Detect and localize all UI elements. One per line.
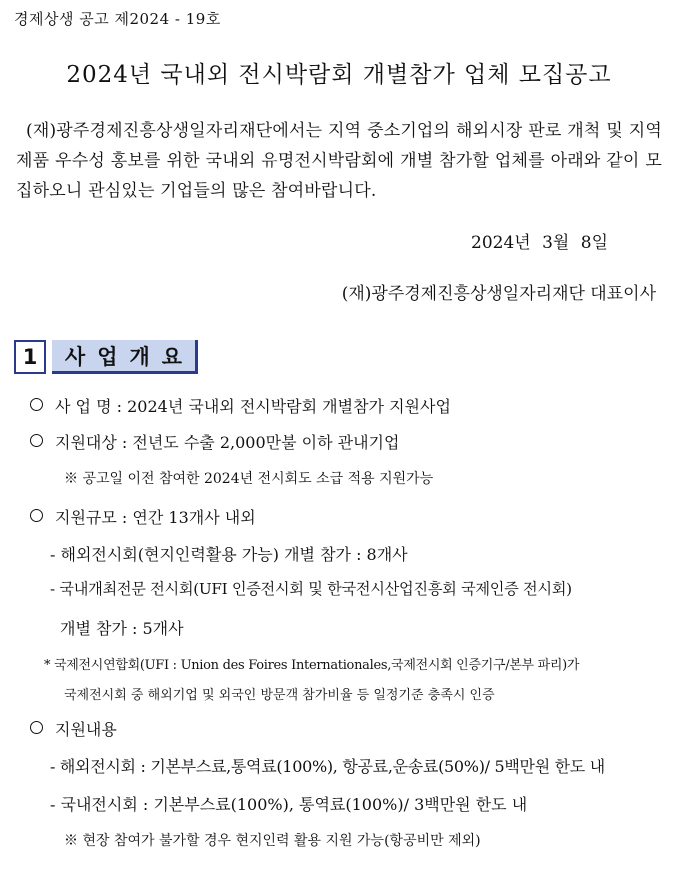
item-target [30, 430, 399, 453]
support-note: ※ 현장 참여가 불가할 경우 현지인력 활용 지원 가능(항공비만 제외) [64, 833, 481, 849]
item-support-text: 지원내용 [55, 720, 117, 739]
intro-text: (재)광주경제진흥상생일자리재단에서는 지역 중소기업의 해외시장 판로 개척 및 지역제품 우수성 홍보를 위한 국내외 유명전시박람회에 개별 참가할 업체를 아래와 같이 모집하오니 관심있는 기업들의 많은 참여바랍니다. [16, 121, 662, 201]
notice-number: 경제상생 공고 제2024 - 19호 [14, 10, 221, 28]
circle-bullet-icon [30, 398, 43, 411]
circle-bullet-icon [30, 509, 43, 522]
scale-overseas: - 해외전시회(현지인력활용 가능) 개별 참가 : 8개사 [50, 545, 408, 564]
item-scale-text: 지원규모 : 연간 13개사 내외 [55, 508, 256, 527]
item-target-text: 지원대상 : 전년도 수출 2,000만불 이하 관내기업 [55, 433, 400, 452]
notice-date: 2024년 3월 8일 [471, 233, 608, 253]
scale-domestic-cont: 개별 참가 : 5개사 [60, 619, 184, 638]
item-support [30, 717, 117, 740]
section-number: 1 [14, 340, 46, 374]
target-note: ※ 공고일 이전 참여한 2024년 전시회도 소급 적용 지원가능 [64, 471, 434, 487]
section-header [14, 340, 198, 374]
circle-bullet-icon [30, 721, 43, 734]
ufi-note-line-1: * 국제전시연합회(UFI : Union des Foires Internationales,국제전시회 인증기구/본부 파리)가 [44, 658, 580, 673]
item-business-name [30, 394, 451, 417]
issuer: (재)광주경제진흥상생일자리재단 대표이사 [341, 284, 656, 304]
support-overseas: - 해외전시회 : 기본부스료,통역료(100%), 항공료,운송료(50%)/ 5백만원 한도 내 [50, 757, 605, 776]
page-title: 2024년 국내외 전시박람회 개별참가 업체 모집공고 [66, 62, 612, 88]
section-title: 사업개요 [52, 340, 198, 374]
support-domestic: - 국내전시회 : 기본부스료(100%), 통역료(100%)/ 3백만원 한도 내 [50, 795, 528, 814]
intro-paragraph [16, 116, 662, 206]
item-business-name-text: 사 업 명 : 2024년 국내외 전시박람회 개별참가 지원사업 [55, 397, 451, 416]
scale-domestic: - 국내개최전문 전시회(UFI 인증전시회 및 한국전시산업진흥회 국제인증 전시회) [50, 580, 572, 598]
item-scale [30, 505, 256, 528]
circle-bullet-icon [30, 434, 43, 447]
ufi-note-line-2: 국제전시회 중 해외기업 및 외국인 방문객 참가비율 등 일정기준 충족시 인증 [64, 688, 495, 703]
